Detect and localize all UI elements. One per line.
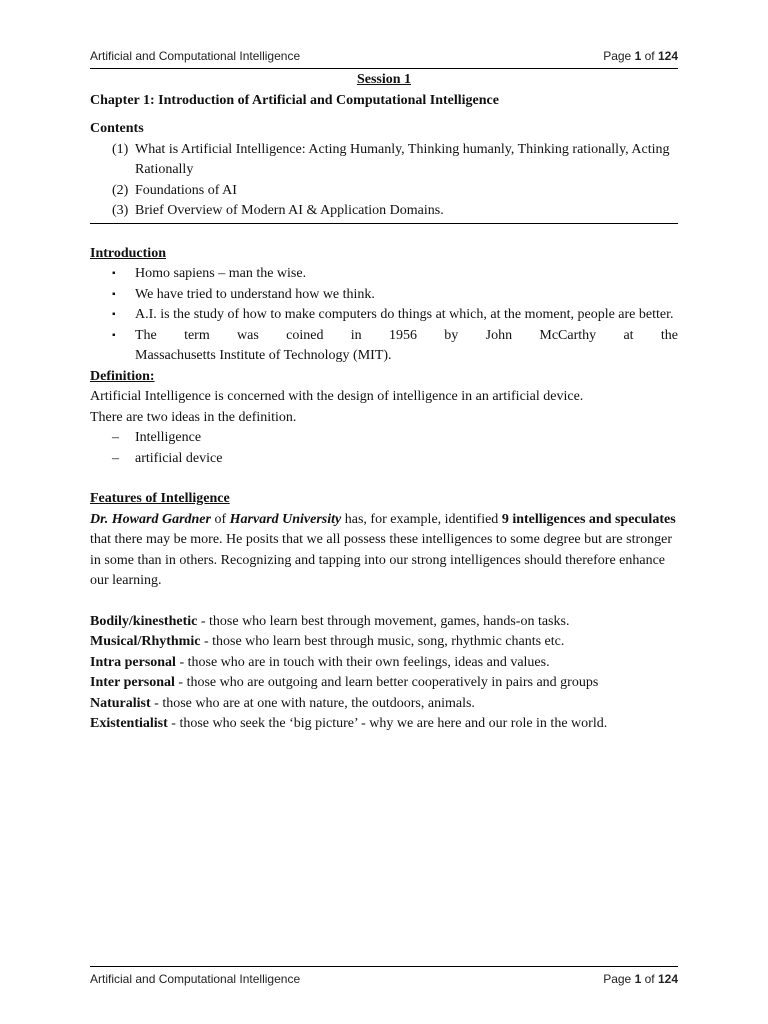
list-item: ▪ We have tried to understand how we think. xyxy=(90,285,678,306)
chapter-title: Chapter 1: Introduction of Artificial and Computational Intelligence xyxy=(90,92,499,108)
contents-heading: Contents xyxy=(90,121,144,136)
bullet-icon: ▪ xyxy=(112,268,116,279)
list-item: (3) Brief Overview of Modern AI & Application Domains. xyxy=(112,203,444,218)
definition-line: There are two ideas in the definition. xyxy=(90,409,297,425)
list-item: ▪ A.I. is the study of how to make computers do things at which, at the moment, people are better. xyxy=(90,305,678,326)
list-item: Existentialist - those who seek the ‘big picture’ - why we are here and our role in the world. xyxy=(90,716,608,731)
list-item: ▪ The term was coined in 1956 by John McCarthy at the Massachusetts Institute of Technology (MIT). xyxy=(112,327,678,363)
list-item: Bodily/kinesthetic - those who learn best through movement, games, hands-on tasks. xyxy=(90,613,570,629)
list-item: Inter personal - those who are outgoing and learn better cooperatively in pairs and groups xyxy=(90,675,599,690)
contents-section xyxy=(90,119,678,224)
bullet-icon: ▪ xyxy=(112,288,116,300)
list-item: ▪ Homo sapiens – man the wise. xyxy=(90,264,678,285)
introduction-heading: Introduction xyxy=(90,245,166,261)
list-item: – Intelligence xyxy=(112,430,202,445)
document-body xyxy=(90,70,678,735)
list-item: Musical/Rhythmic - those who learn best through music, song, rhythmic chants etc. xyxy=(90,634,565,649)
intelligence-list xyxy=(90,612,678,735)
session-title: Session 1 xyxy=(356,72,412,87)
list-item: (2) Foundations of AI xyxy=(112,182,237,198)
list-item: Intra personal - those who are in touch with their own feelings, ideas and values. xyxy=(90,654,550,670)
footer-title: Artificial and Computational Intelligence xyxy=(90,972,301,986)
definition-heading: Definition: xyxy=(90,368,155,384)
list-item: (1) What is Artificial Intelligence: Acting Humanly, Thinking humanly, Thinking rationally, Acting Rationally xyxy=(112,141,670,177)
bullet-icon: ▪ xyxy=(112,309,116,320)
page-footer xyxy=(90,966,678,989)
introduction-list xyxy=(90,264,678,367)
list-item: – artificial device xyxy=(112,450,223,466)
page-header xyxy=(90,46,678,69)
features-heading: Features of Intelligence xyxy=(90,491,230,506)
definition-line: Artificial Intelligence is concerned with the design of intelligence in an artificial device. xyxy=(90,389,584,404)
header-page-number: Page 1 of 124 xyxy=(603,49,678,63)
bullet-icon: ▪ xyxy=(112,329,116,341)
list-item: Naturalist - those who are at one with nature, the outdoors, animals. xyxy=(90,695,475,711)
header-title: Artificial and Computational Intelligence xyxy=(90,49,301,63)
features-paragraph: Dr. Howard Gardner of Harvard University has, for example, identified 9 intelligences and speculates that there may be more. He posits that we all possess these intelligences to some degree but are stronger in some than in others. Recognizing and tapping into our strong intelligences should therefore enhance our learning. xyxy=(90,511,676,588)
definition-list xyxy=(90,428,678,469)
contents-list xyxy=(90,140,678,222)
footer-page-number: Page 1 of 124 xyxy=(603,972,678,986)
